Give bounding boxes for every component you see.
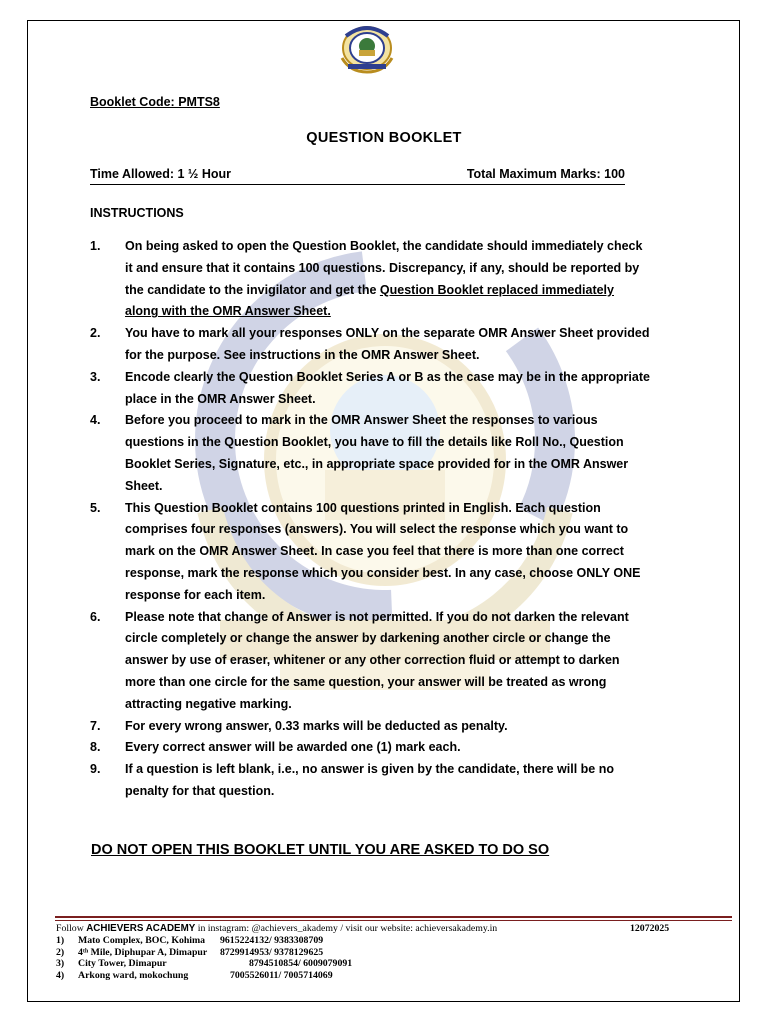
address-number: 3) — [56, 958, 65, 970]
instruction-number: 6. — [90, 609, 101, 624]
instruction-number: 8. — [90, 740, 101, 755]
instruction-item — [90, 498, 650, 607]
instruction-text: For every wrong answer, 0.33 marks will be deducted as penalty. — [125, 718, 508, 733]
instruction-item — [90, 607, 650, 716]
address-place: Arkong ward, mokochung — [78, 969, 189, 981]
instruction-item — [90, 716, 650, 738]
page-title: QUESTION BOOKLET — [306, 130, 462, 146]
address-row — [56, 958, 736, 970]
instruction-item — [90, 323, 650, 367]
address-phone: 8729914953/ 9378129625 — [220, 946, 324, 958]
instruction-number: 3. — [90, 369, 101, 384]
instruction-text: This Question Booklet contains 100 questions printed in English. Each question comprises four responses (answers). You will select the response which you want to mark on the OMR Answer Sheet. In case you feel that there is more than one correct response, mark the response which you consider best. In any case, choose ONLY ONE response for each item. — [125, 500, 641, 602]
instruction-text: Encode clearly the Question Booklet Series A or B as the case may be in the appropriate place in the OMR Answer Sheet. — [125, 369, 650, 406]
address-place: Mato Complex, BOC, Kohima — [78, 935, 206, 946]
exam-meta-row — [90, 167, 625, 185]
brand-name: ACHIEVERS ACADEMY — [86, 923, 196, 934]
footer-divider-thin — [55, 920, 732, 921]
instruction-text: You have to mark all your responses ONLY on the separate OMR Answer Sheet provided for the purpose. See instructions in the OMR Answer Sheet. — [125, 326, 650, 362]
address-phone: 9615224132/ 9383308709 — [220, 935, 324, 946]
instruction-item — [90, 737, 650, 759]
instruction-text-underlined: Question Booklet replaced immediately along with the OMR Answer Sheet. — [125, 282, 614, 319]
instruction-item — [90, 759, 650, 803]
address-row — [56, 970, 736, 982]
instruction-number: 1. — [90, 239, 101, 253]
instruction-item — [90, 236, 650, 323]
address-number: 2) — [56, 946, 65, 958]
achievers-academy-crest-icon — [338, 22, 396, 78]
time-allowed: Time Allowed: 1 ½ Hour — [90, 167, 231, 181]
instruction-item — [90, 410, 650, 497]
address-number: 4) — [56, 969, 65, 981]
follow-details: in instagram: @achievers_akademy / visit our website: achieversakademy.in — [195, 923, 498, 934]
instruction-text: Please note that change of Answer is not permitted. If you do not darken the relevant circle completely or change the answer by darkening another circle or change the answer by use of eraser, whitener or any other correction fluid or attempt to darken more than one circle for the same question, your answer will be treated as wrong attracting negative marking. — [125, 609, 629, 711]
instruction-text: Before you proceed to mark in the OMR Answer Sheet the responses to various questions in the Question Booklet, you have to fill the details like Roll No., Question Booklet Series, Signature, etc., in appropriate space provided for in the OMR Answer Sheet. — [125, 413, 629, 493]
address-place: City Tower, Dimapur — [78, 958, 167, 970]
instruction-number: 5. — [90, 500, 101, 515]
address-row — [56, 947, 736, 959]
warning-notice: DO NOT OPEN THIS BOOKLET UNTIL YOU ARE ASKED TO DO SO — [91, 842, 550, 858]
address-phone: 8794510854/ 6009079091 — [249, 958, 353, 970]
social-line — [56, 922, 736, 935]
address-place: 4ᵗʰ Mile, Diphupar A, Dimapur — [78, 946, 208, 958]
follow-prefix: Follow — [56, 923, 87, 934]
instruction-number: 2. — [90, 326, 101, 341]
instruction-number: 9. — [90, 762, 101, 777]
instruction-number: 4. — [90, 413, 101, 428]
address-number: 1) — [56, 935, 65, 946]
instruction-text: If a question is left blank, i.e., no answer is given by the candidate, there will be no penalty for that question. — [125, 762, 614, 798]
address-row — [56, 935, 736, 947]
booklet-code: Booklet Code: PMTS8 — [90, 95, 220, 109]
instructions-heading: INSTRUCTIONS — [90, 206, 184, 220]
address-phone: 7005526011/ 7005714069 — [230, 969, 333, 981]
print-code: 12072025 — [630, 923, 670, 934]
footer — [56, 922, 736, 981]
instruction-text: On being asked to open the Question Booklet, the candidate should immediately check it and ensure that it contains 100 questions. Discrepancy, if any, should be reported by the candidate to the invigilator and get the — [125, 239, 643, 297]
instruction-text: Every correct answer will be awarded one (1) mark each. — [125, 740, 461, 755]
footer-divider — [55, 916, 732, 918]
instruction-item — [90, 367, 650, 411]
address-list — [56, 935, 736, 981]
instructions-list — [90, 236, 650, 803]
total-marks: Total Maximum Marks: 100 — [466, 167, 625, 181]
instruction-number: 7. — [90, 718, 101, 733]
